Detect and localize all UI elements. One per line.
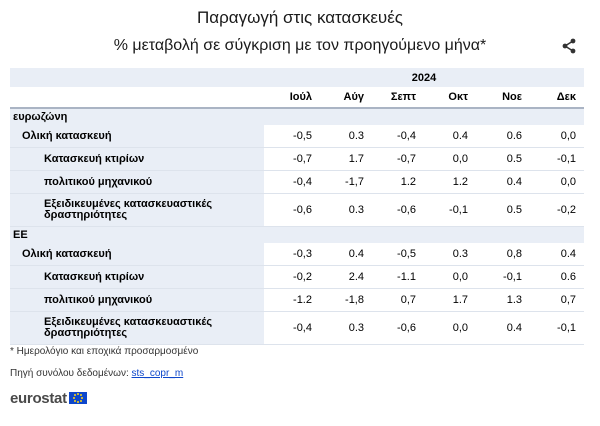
table-cell: 0.6 [530,266,584,289]
row-label: πολιτικού μηχανικού [10,171,264,194]
table-row [10,289,584,312]
footnote: * Ημερολόγιο και εποχικά προσαρμοσμένο [10,346,199,357]
table-cell: 0,7 [372,289,424,312]
table-cell: -0,7 [372,148,424,171]
table-cell: 0.3 [424,243,476,266]
row-label: Ολική κατασκευή [10,243,264,266]
table-cell: -1.2 [264,289,320,312]
table-cell: -0,6 [372,312,424,345]
table-cell: 0.3 [320,194,372,227]
group-header-row [10,108,584,125]
table-cell: -0,1 [424,194,476,227]
month-header: Ιούλ [264,87,320,108]
eurostat-logo[interactable] [10,390,87,406]
table-row [10,125,584,148]
table-cell: -0,2 [264,266,320,289]
table-cell: 0.4 [424,125,476,148]
table-cell: 0,0 [530,125,584,148]
group-label: ευρωζώνη [10,108,584,125]
source-link[interactable]: sts_copr_m [131,368,184,379]
table-cell: 0.4 [476,312,530,345]
row-label: Κατασκευή κτιρίων [10,148,264,171]
table-cell: -0,1 [476,266,530,289]
source-label: Πηγή συνόλου δεδομένων: [10,368,129,379]
table-cell: 0.5 [476,194,530,227]
table-cell: 0.6 [476,125,530,148]
table-cell: -0,6 [264,194,320,227]
table-cell: -0,2 [530,194,584,227]
table-row [10,243,584,266]
row-label: Ολική κατασκευή [10,125,264,148]
table-cell: 0,0 [530,171,584,194]
table-cell: 0.3 [320,312,372,345]
table-row [10,266,584,289]
group-header-row [10,227,584,244]
table-cell: 0,0 [424,312,476,345]
table-row [10,148,584,171]
table-cell: -0,4 [264,312,320,345]
table-cell: 0,8 [476,243,530,266]
table-cell: 0.4 [530,243,584,266]
table-cell: -0,5 [264,125,320,148]
share-icon[interactable] [561,38,577,54]
table-cell: 1.7 [424,289,476,312]
table-cell: 1.7 [320,148,372,171]
table-cell: 0,0 [424,266,476,289]
logo-text: eurostat [10,389,67,407]
row-label: Εξειδικευμένες κατασκευαστικές δραστηριότητες [10,194,264,227]
month-header: Σεπτ [372,87,424,108]
table-cell: -0,7 [264,148,320,171]
table-cell: -0,1 [530,148,584,171]
table-cell: 0.5 [476,148,530,171]
group-label: ΕΕ [10,227,584,244]
row-label: πολιτικού μηχανικού [10,289,264,312]
table-cell: -0,6 [372,194,424,227]
table-cell: 0.4 [320,243,372,266]
table-cell: 0.4 [476,171,530,194]
source-line [10,368,183,379]
month-header: Αύγ [320,87,372,108]
table-row [10,171,584,194]
month-header: Δεκ [530,87,584,108]
eu-flag-icon [69,392,87,404]
row-label: Κατασκευή κτιρίων [10,266,264,289]
table-cell: -0,1 [530,312,584,345]
chart-title: Παραγωγή στις κατασκευές [196,8,404,27]
data-table [10,68,584,345]
table-cell: -1,7 [320,171,372,194]
table-cell: 1.2 [372,171,424,194]
month-header-row [10,87,584,108]
table-cell: -0,4 [372,125,424,148]
table-cell: -0,4 [264,171,320,194]
month-header: Οκτ [424,87,476,108]
month-header: Νοε [476,87,530,108]
chart-subtitle: % μεταβολή σε σύγκριση με τον προηγούμενο μήνα* [113,37,487,54]
year-label: 2024 [264,68,584,87]
table-cell: -0,3 [264,243,320,266]
year-header-row [10,68,584,87]
table-cell: 1.3 [476,289,530,312]
table-cell: 2.4 [320,266,372,289]
table-cell: -1.1 [372,266,424,289]
table-cell: -0,5 [372,243,424,266]
table-row [10,312,584,345]
table-cell: -1,8 [320,289,372,312]
table-cell: 0,0 [424,148,476,171]
table-cell: 0,7 [530,289,584,312]
table-row [10,194,584,227]
table-cell: 0.3 [320,125,372,148]
row-label: Εξειδικευμένες κατασκευαστικές δραστηριότητες [10,312,264,345]
table-cell: 1.2 [424,171,476,194]
